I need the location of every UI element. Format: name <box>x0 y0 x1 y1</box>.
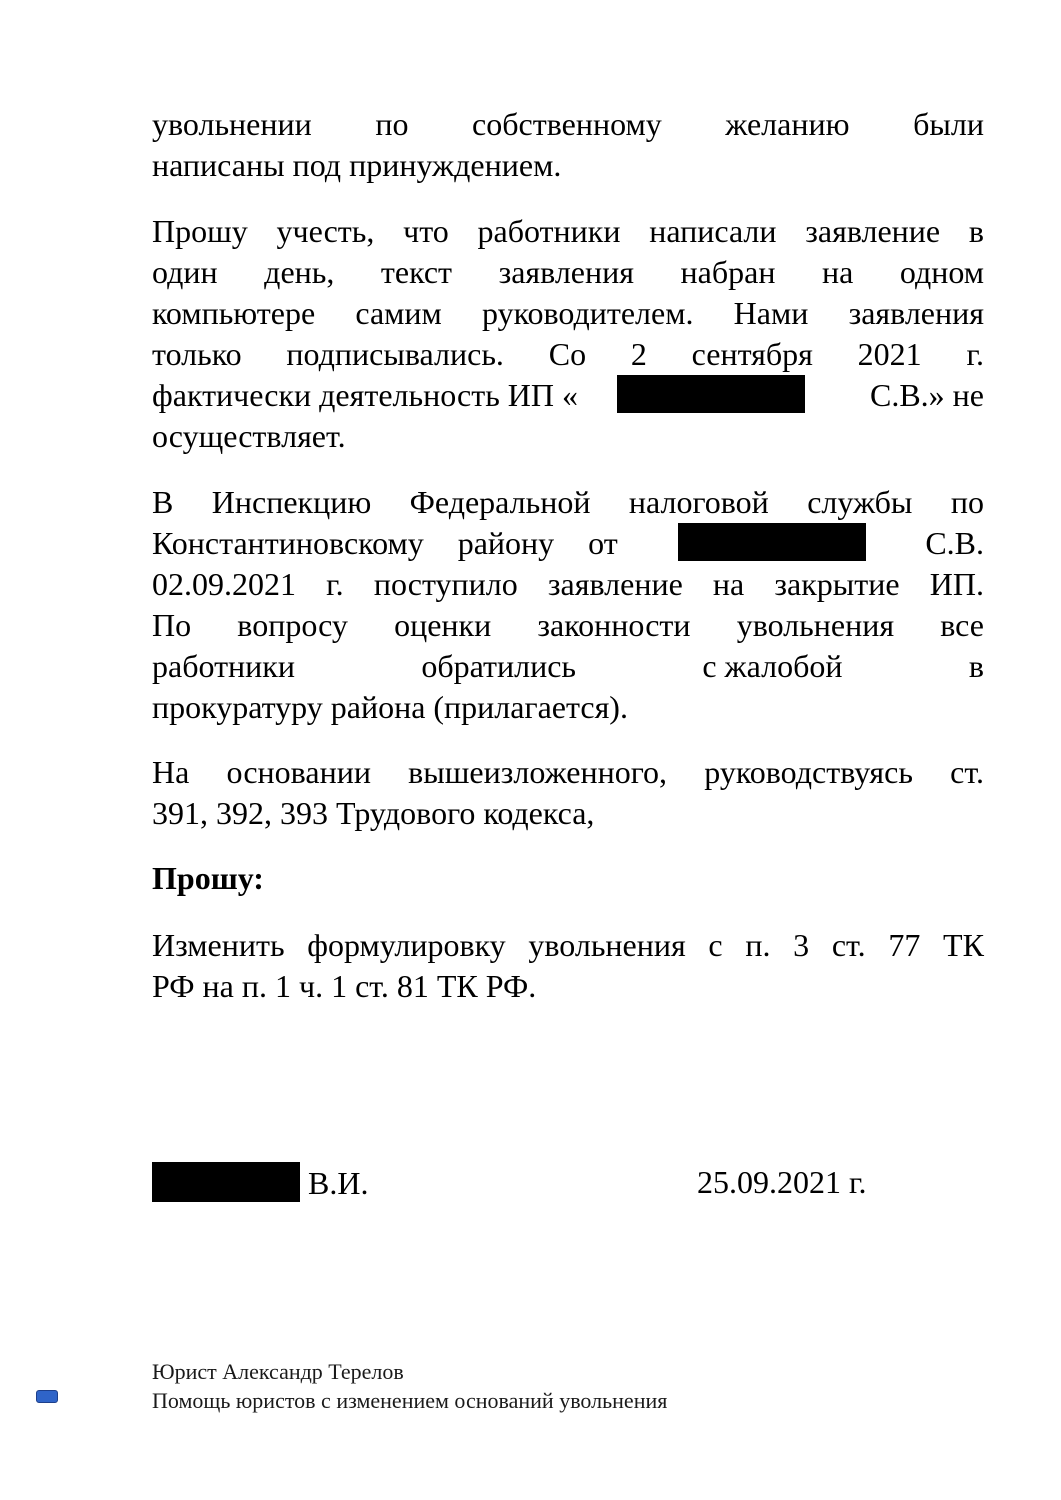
word: по <box>950 484 984 520</box>
paragraph-2-line-3 <box>152 293 984 334</box>
redacted-surname <box>617 375 805 413</box>
paragraph-2-line-4 <box>152 334 984 375</box>
footer-description: Помощь юристов с изменением оснований увольнения <box>152 1388 668 1413</box>
paragraph-3-line-5 <box>152 646 984 687</box>
word: заявления <box>848 295 984 331</box>
word: 2021 <box>857 336 922 372</box>
word: вышеизложенного, <box>408 754 668 790</box>
word: по <box>375 106 409 142</box>
word: с <box>708 927 723 963</box>
redacted-surname <box>678 523 866 561</box>
word: службы <box>807 484 913 520</box>
word: увольнении <box>152 106 312 142</box>
word: В <box>152 484 174 520</box>
signature-initials: В.И. <box>308 1165 369 1201</box>
footer <box>152 1357 667 1415</box>
paragraph-3-line-4 <box>152 605 984 646</box>
word: 3 <box>793 927 810 963</box>
word: день, <box>264 254 335 290</box>
word: увольнения <box>736 607 895 643</box>
word: один <box>152 254 218 290</box>
word: закрытие <box>774 566 900 602</box>
word: руководителем. <box>481 295 694 331</box>
word: одном <box>899 254 984 290</box>
word: г. <box>966 336 984 372</box>
paragraph-5-line-1 <box>152 925 984 966</box>
signature-block <box>152 1162 368 1204</box>
word: текст <box>380 254 453 290</box>
paragraph-1 <box>152 104 984 186</box>
word: сентября <box>691 336 813 372</box>
word: написали <box>649 213 777 249</box>
word: налоговой <box>628 484 769 520</box>
word: что <box>403 213 449 249</box>
word: формулировку <box>307 927 506 963</box>
word: поступило <box>373 566 518 602</box>
word: Федеральной <box>409 484 591 520</box>
word: На <box>152 754 190 790</box>
word: учесть, <box>276 213 375 249</box>
word: оценки <box>394 607 492 643</box>
word: ст. <box>831 927 866 963</box>
word: только <box>152 336 242 372</box>
word: увольнения <box>528 927 686 963</box>
paragraph-3 <box>152 482 984 728</box>
word: были <box>913 106 984 142</box>
paragraph-3-line-1 <box>152 482 984 523</box>
comment-marker-icon[interactable] <box>36 1390 58 1403</box>
paragraph-3-line-2-end: С.В. <box>925 525 984 561</box>
word: По <box>152 607 192 643</box>
word: 77 <box>888 927 921 963</box>
word: все <box>940 607 984 643</box>
word: вопросу <box>237 607 348 643</box>
word: в <box>968 648 984 684</box>
footer-author: Юрист Александр Терелов <box>152 1359 404 1384</box>
word: желанию <box>725 106 850 142</box>
word: компьютере <box>152 295 316 331</box>
paragraph-1-line-1 <box>152 104 984 145</box>
word: Со <box>548 336 587 372</box>
paragraph-4-line-2: 391, 392, 393 Трудового кодекса, <box>152 795 595 831</box>
paragraph-3-line-2 <box>152 523 984 564</box>
word: 2 <box>630 336 647 372</box>
paragraph-2-line-5-end: С.В.» не <box>869 377 984 413</box>
request-heading: Прошу: <box>152 860 264 896</box>
word: набран <box>680 254 776 290</box>
word: законности <box>537 607 691 643</box>
word: ТК <box>943 927 984 963</box>
word: подписывались. <box>286 336 504 372</box>
word: 02.09.2021 <box>152 566 296 602</box>
word: основании <box>226 754 371 790</box>
word: работники <box>477 213 621 249</box>
word: на <box>712 566 745 602</box>
paragraph-5-line-2: РФ на п. 1 ч. 1 ст. 81 ТК РФ. <box>152 968 537 1004</box>
word: в <box>968 213 984 249</box>
word: Прошу <box>152 213 248 249</box>
word: на <box>822 254 854 290</box>
word: ИП. <box>929 566 984 602</box>
paragraph-3-line-6: прокуратуру района (прилагается). <box>152 689 628 725</box>
word: обратились <box>421 648 576 684</box>
word: с жалобой <box>702 648 843 684</box>
word: собственному <box>472 106 662 142</box>
word: Нами <box>733 295 809 331</box>
word: заявление <box>547 566 683 602</box>
paragraph-2-line-1 <box>152 211 984 252</box>
paragraph-2-line-5-start: фактически деятельность ИП « <box>152 377 579 413</box>
paragraph-2 <box>152 211 984 457</box>
paragraph-4 <box>152 752 984 834</box>
paragraph-4-line-1 <box>152 752 984 793</box>
word: ст. <box>950 754 984 790</box>
redacted-signature-name <box>152 1162 300 1202</box>
paragraph-2-line-5 <box>152 375 984 416</box>
paragraph-3-line-2-start: Константиновскому району от <box>152 525 618 561</box>
word: самим <box>355 295 442 331</box>
paragraph-2-line-6: осуществляет. <box>152 418 346 454</box>
paragraph-1-line-2: написаны под принуждением. <box>152 147 562 183</box>
word: руководствуясь <box>704 754 913 790</box>
word: г. <box>326 566 344 602</box>
paragraph-5 <box>152 925 984 1007</box>
document-date: 25.09.2021 г. <box>697 1164 867 1200</box>
paragraph-2-line-2 <box>152 252 984 293</box>
word: заявление <box>805 213 941 249</box>
word: п. <box>745 927 771 963</box>
word: Изменить <box>152 927 285 963</box>
word: работники <box>152 648 295 684</box>
paragraph-3-line-3 <box>152 564 984 605</box>
word: заявления <box>498 254 634 290</box>
word: Инспекцию <box>211 484 372 520</box>
